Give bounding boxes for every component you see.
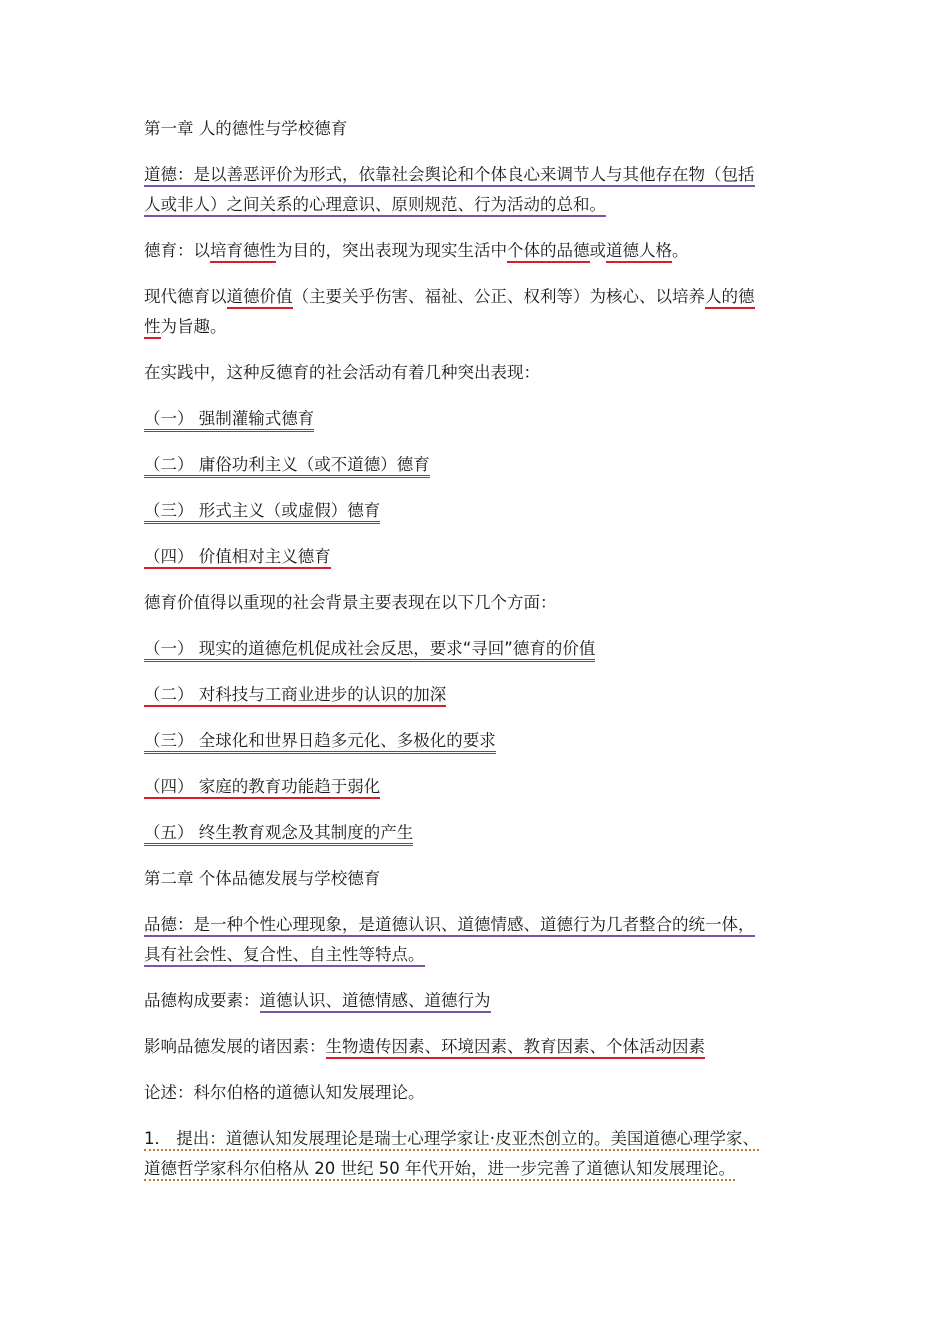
practice-item-2: （二） 庸俗功利主义（或不道德）德育 [144,455,430,478]
list-item [144,404,804,434]
chapter1-title: 第一章 人的德性与学校德育 [144,119,348,138]
term-human-virtue-part1: 人的德 [705,287,755,309]
modern-moral-education [144,282,804,342]
term-human-virtue-part2: 性 [144,317,161,339]
character-definition [144,910,804,970]
term-cultivate-virtue: 培育德性 [210,241,276,263]
practice-item-4: （四） 价值相对主义德育 [144,547,331,569]
influencing-factors [144,1032,804,1062]
practice-item-3: （三） 形式主义（或虚假）德育 [144,501,380,524]
list-item [144,680,804,710]
character-definition-line1: 品德：是一种个性心理现象，是道德认识、道德情感、道德行为几者整合的统一体， [144,915,755,937]
elements-value: 道德认识、道德情感、道德行为 [260,991,491,1013]
factors-value: 生物遗传因素、环境因素、教育因素、个体活动因素 [326,1037,706,1059]
moral-definition-line2: 人或非人）之间关系的心理意识、原则规范、行为活动的总和。 [144,195,606,217]
term-moral-value: 道德价值 [227,287,293,309]
list-item [144,450,804,480]
moral-education-end: 。 [672,241,689,260]
term-individual-character: 个体的品德 [507,241,590,263]
character-elements [144,986,804,1016]
elements-label: 品德构成要素： [144,991,260,1010]
background-item-1: （一） 现实的道德危机促成社会反思，要求“寻回”德育的价值 [144,639,595,662]
background-item-4: （四） 家庭的教育功能趋于弱化 [144,777,380,799]
term-moral-personality: 道德人格 [606,241,672,263]
background-item-3: （三） 全球化和世界日趋多元化、多极化的要求 [144,731,496,754]
modern-end: 为旨趣。 [160,317,227,336]
chapter2-title: 第二章 个体品德发展与学校德育 [144,869,381,888]
list-item [144,818,804,848]
modern-mid: （主要关乎伤害、福祉、公正、权利等）为核心、以培养 [292,287,705,306]
list-item [144,496,804,526]
moral-education-label: 德育：以 [144,241,210,260]
practice-item-1: （一） 强制灌输式德育 [144,409,314,432]
list-item [144,726,804,756]
essay-topic: 论述：科尔伯格的道德认知发展理论。 [144,1083,425,1102]
factors-label: 影响品德发展的诸因素： [144,1037,326,1056]
proposal-line2: 道德哲学家科尔伯格从 20 世纪 50 年代开始，进一步完善了道德认知发展理论。 [144,1159,735,1181]
list-item [144,772,804,802]
background-intro: 德育价值得以重现的社会背景主要表现在以下几个方面： [144,593,557,612]
background-item-2: （二） 对科技与工商业进步的认识的加深 [144,685,446,707]
background-item-5: （五） 终生教育观念及其制度的产生 [144,823,413,846]
moral-definition [144,160,804,220]
moral-education-or: 或 [589,241,606,260]
list-item [144,634,804,664]
moral-definition-line1: 道德：是以善恶评价为形式，依靠社会舆论和个体良心来调节人与其他存在物（包括 [144,165,755,187]
modern-pre: 现代德育以 [144,287,227,306]
moral-education-definition [144,236,804,266]
proposal-line1: 1． 提出：道德认知发展理论是瑞士心理学家让·皮亚杰创立的。美国道德心理学家、 [144,1129,759,1151]
proposal [144,1124,804,1184]
list-item [144,542,804,572]
character-definition-line2: 具有社会性、复合性、自主性等特点。 [144,945,425,967]
document-body [144,114,804,1200]
moral-education-mid: 为目的，突出表现为现实生活中 [276,241,507,260]
practice-intro: 在实践中，这种反德育的社会活动有着几种突出表现： [144,363,540,382]
